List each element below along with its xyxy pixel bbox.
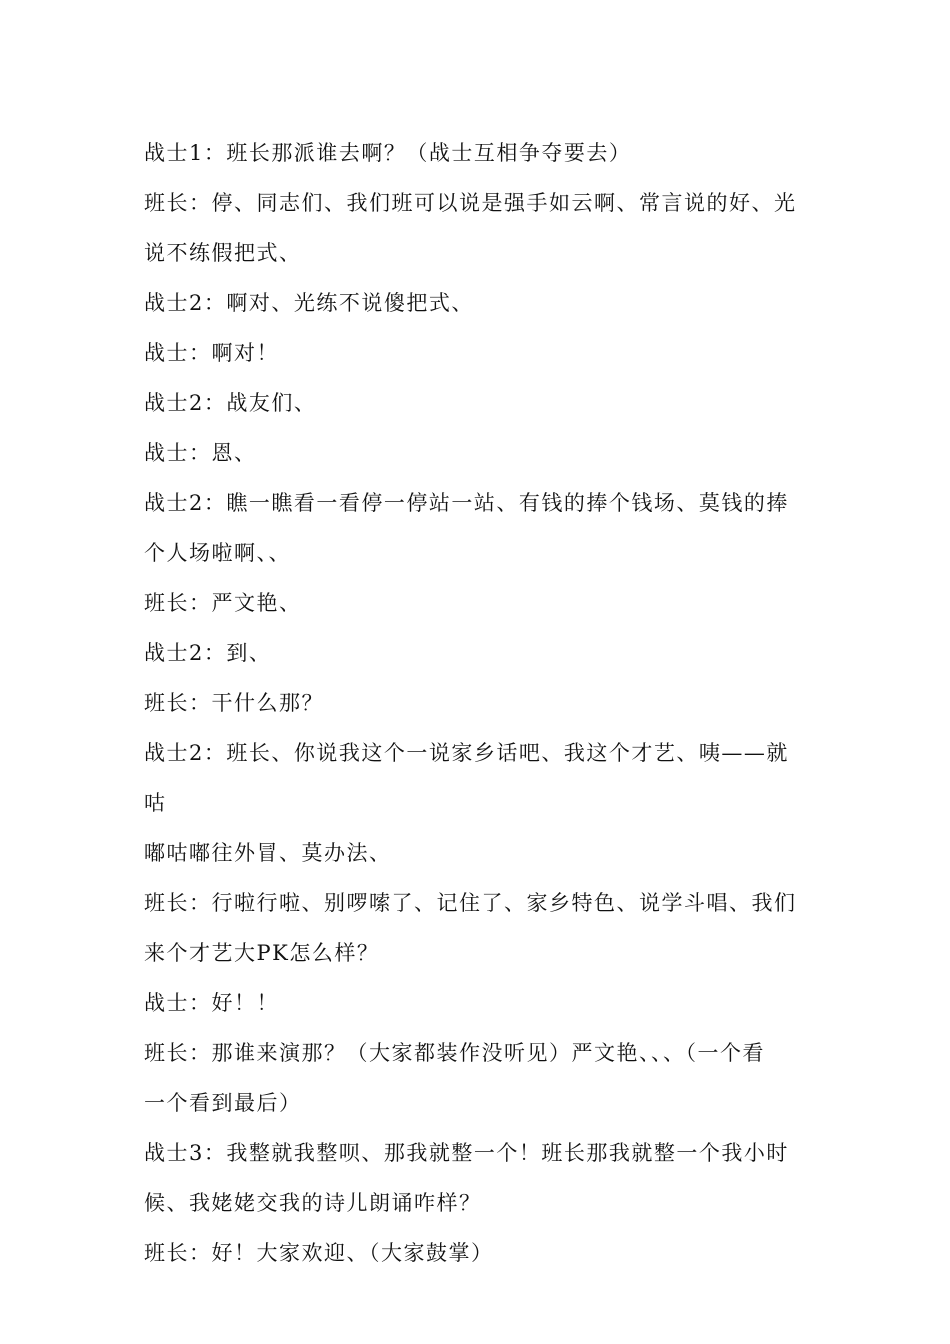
dialogue-line: 嘟咕嘟往外冒、莫办法、 xyxy=(144,841,392,865)
dialogue-line: 个人场啦啊、、 xyxy=(144,541,291,565)
dialogue-line: 战士：好！！ xyxy=(144,991,279,1015)
dialogue-line: 战士2：瞧一瞧看一看停一停站一站、有钱的捧个钱场、莫钱的捧 xyxy=(144,491,789,515)
dialogue-line: 候、我姥姥交我的诗儿朗诵咋样？ xyxy=(144,1191,482,1215)
script-dialogue xyxy=(144,128,809,1278)
dialogue-line: 战士2：战友们、 xyxy=(144,391,317,415)
dialogue-line: 班长：行啦行啦、别啰嗦了、记住了、家乡特色、说学斗唱、我们 xyxy=(144,891,797,915)
dialogue-line: 战士2：到、 xyxy=(144,641,272,665)
dialogue-line: 战士1：班长那派谁去啊？（战士互相争夺要去） xyxy=(144,141,632,165)
dialogue-line: 战士2：啊对、光练不说傻把式、 xyxy=(144,291,474,315)
dialogue-line: 来个才艺大PK怎么样？ xyxy=(144,941,380,965)
dialogue-line: 战士：啊对！ xyxy=(144,341,279,365)
dialogue-line: 班长：严文艳、 xyxy=(144,591,302,615)
dialogue-line: 一个看到最后） xyxy=(144,1091,302,1115)
dialogue-line: 说不练假把式、 xyxy=(144,241,302,265)
dialogue-line: 战士2：班长、你说我这个一说家乡话吧、我这个才艺、咦——就咕 xyxy=(144,741,789,815)
dialogue-line: 班长：停、同志们、我们班可以说是强手如云啊、常言说的好、光 xyxy=(144,191,797,215)
dialogue-line: 班长：干什么那？ xyxy=(144,691,324,715)
dialogue-line: 班长：那谁来演那？（大家都装作没听见）严文艳、、、（一个看 xyxy=(144,1041,765,1065)
dialogue-line: 班长：好！大家欢迎、（大家鼓掌） xyxy=(144,1241,494,1265)
dialogue-line: 战士：恩、 xyxy=(144,441,257,465)
dialogue-line: 战士3：我整就我整呗、那我就整一个！班长那我就整一个我小时 xyxy=(144,1141,789,1165)
